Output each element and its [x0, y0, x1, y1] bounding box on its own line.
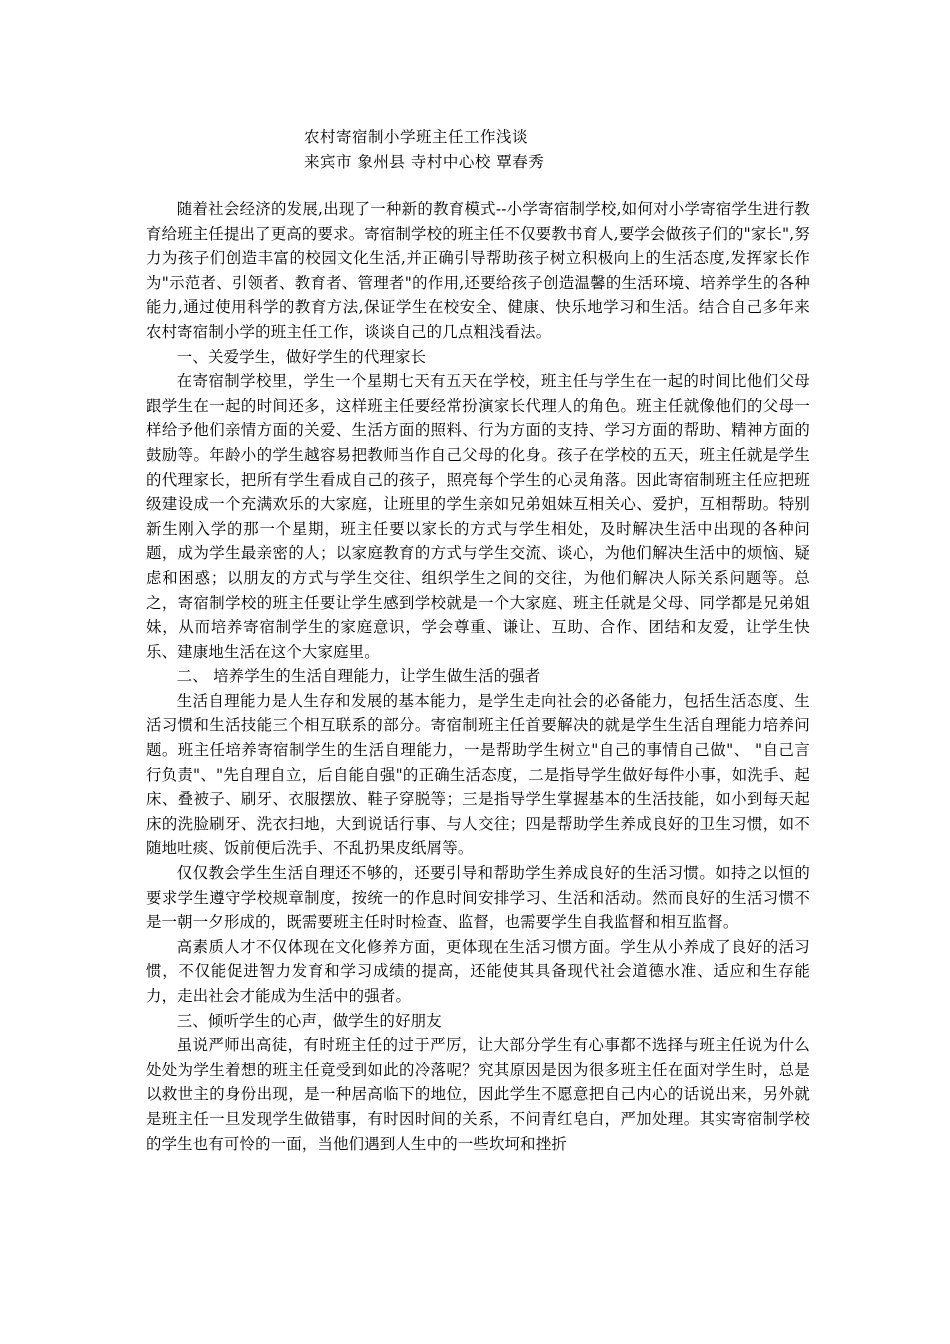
section-heading-2: 二、 培养学生的生活自理能力，让学生做生活的强者	[176, 667, 541, 686]
document-title: 农村寄宿制小学班主任工作浅谈	[304, 128, 529, 146]
section-2-paragraph-2: 仅仅教会学生生活自理还不够的，还要引导和帮助学生养成良好的生活习惯。如持之以恒的要求学生遵守学校规章制度，按统一的作息时间安排学习、生活和活动。然而良好的生活习惯不是一朝一夕形成的，既需要班主任时时检查、监督，也需要学生自我监督和相互监督。	[146, 864, 810, 932]
section-1-paragraph: 在寄宿制学校里，学生一个星期七天有五天在学校，班主任与学生在一起的时间比他们父母跟学生在一起的时间还多，这样班主任要经常扮演家长代理人的角色。班主任就像他们的父母一样给予他们亲情方面的关爱、生活方面的照料、行为方面的支持、学习方面的帮助、精神方面的鼓励等。年龄小的学生越容易把教师当作自己父母的化身。孩子在学校的五天，班主任就是学生的代理家长，把所有学生看成自己的孩子，照亮每个学生的心灵角落。因此寄宿制班主任应把班级建设成一个充满欢乐的大家庭，让班里的学生亲如兄弟姐妹互相关心、爱护，互相帮助。特别新生刚入学的那一个星期，班主任要以家长的方式与学生相处，及时解决生活中出现的各种问题，成为学生最亲密的人；以家庭教育的方式与学生交流、谈心，为他们解决生活中的烦恼、疑虑和困惑；以朋友的方式与学生交往、组织学生之间的交往，为他们解决人际关系问题等。总之，寄宿制学校的班主任要让学生感到学校就是一个大家庭、班主任就是父母、同学都是兄弟姐妹，从而培养寄宿制学生的家庭意识，学会尊重、谦让、互助、合作、团结和友爱，让学生快乐、建康地生活在这个大家庭里。	[146, 372, 810, 661]
document-body	[146, 197, 810, 1156]
document-byline: 来宾市 象州县 寺村中心校 覃春秀	[304, 153, 545, 171]
section-heading-3: 三、倾听学生的心声，做学生的好朋友	[176, 1011, 442, 1030]
title-block	[304, 125, 810, 175]
section-2-paragraph-3: 高素质人才不仅体现在文化修养方面，更体现在生活习惯方面。学生从小养成了良好的活习惯，不仅能促进智力发育和学习成绩的提高，还能使其具备现代社会道德水准、适应和生存能力，走出社会才能成为生活中的强者。	[146, 937, 810, 1005]
section-heading-1: 一、关爱学生，做好学生的代理家长	[176, 347, 427, 366]
document-page	[146, 125, 810, 1156]
intro-paragraph: 随着社会经济的发展,出现了一种新的教育模式--小学寄宿制学校,如何对小学寄宿学生进行教育给班主任提出了更高的要求。寄宿制学校的班主任不仅要教书育人,要学会做孩子们的"家长",努力为孩子们创造丰富的校园文化生活,并正确引导帮助孩子树立积极向上的生活态度,发挥家长作为"示范者、引领者、教育者、管理者"的作用,还要给孩子创造温馨的生活环境、培养学生的各种能力,通过使用科学的教育方法,保证学生在校安全、健康、快乐地学习和生活。结合自己多年来农村寄宿制小学的班主任工作，谈谈自己的几点粗浅看法。	[146, 200, 810, 341]
section-3-paragraph-1: 虽说严师出高徒，有时班主任的过于严厉，让大部分学生有心事都不选择与班主任说为什么处处为学生着想的班主任竟受到如此的冷落呢？究其原因是因为很多班主任在面对学生时，总是以救世主的身份出现，是一种居高临下的地位，因此学生不愿意把自己内心的话说出来，另外就是班主任一旦发现学生做错事，有时因时间的关系，不问青红皂白，严加处理。其实寄宿制学校的学生也有可怜的一面，当他们遇到人生中的一些坎坷和挫折	[146, 1036, 810, 1153]
section-2-paragraph-1: 生活自理能力是人生存和发展的基本能力，是学生走向社会的必备能力，包括生活态度、生活习惯和生活技能三个相互联系的部分。寄宿制班主任首要解决的就是学生生活自理能力培养问题。班主任培养寄宿制学生的生活自理能力，一是帮助学生树立"自己的事情自己做"、 "自己言行负责"、"先自理自立，后自能自强"的正确生活态度，二是指导学生做好每件小事，如洗手、起床、叠被子、刷牙、衣服摆放、鞋子穿脱等；三是指导学生掌握基本的生活技能，如小到每天起床的洗脸刷牙、洗衣扫地，大到说话行事、与人交往；四是帮助学生养成良好的卫生习惯，如不随地吐痰、饭前便后洗手、不乱扔果皮纸屑等。	[146, 691, 810, 858]
